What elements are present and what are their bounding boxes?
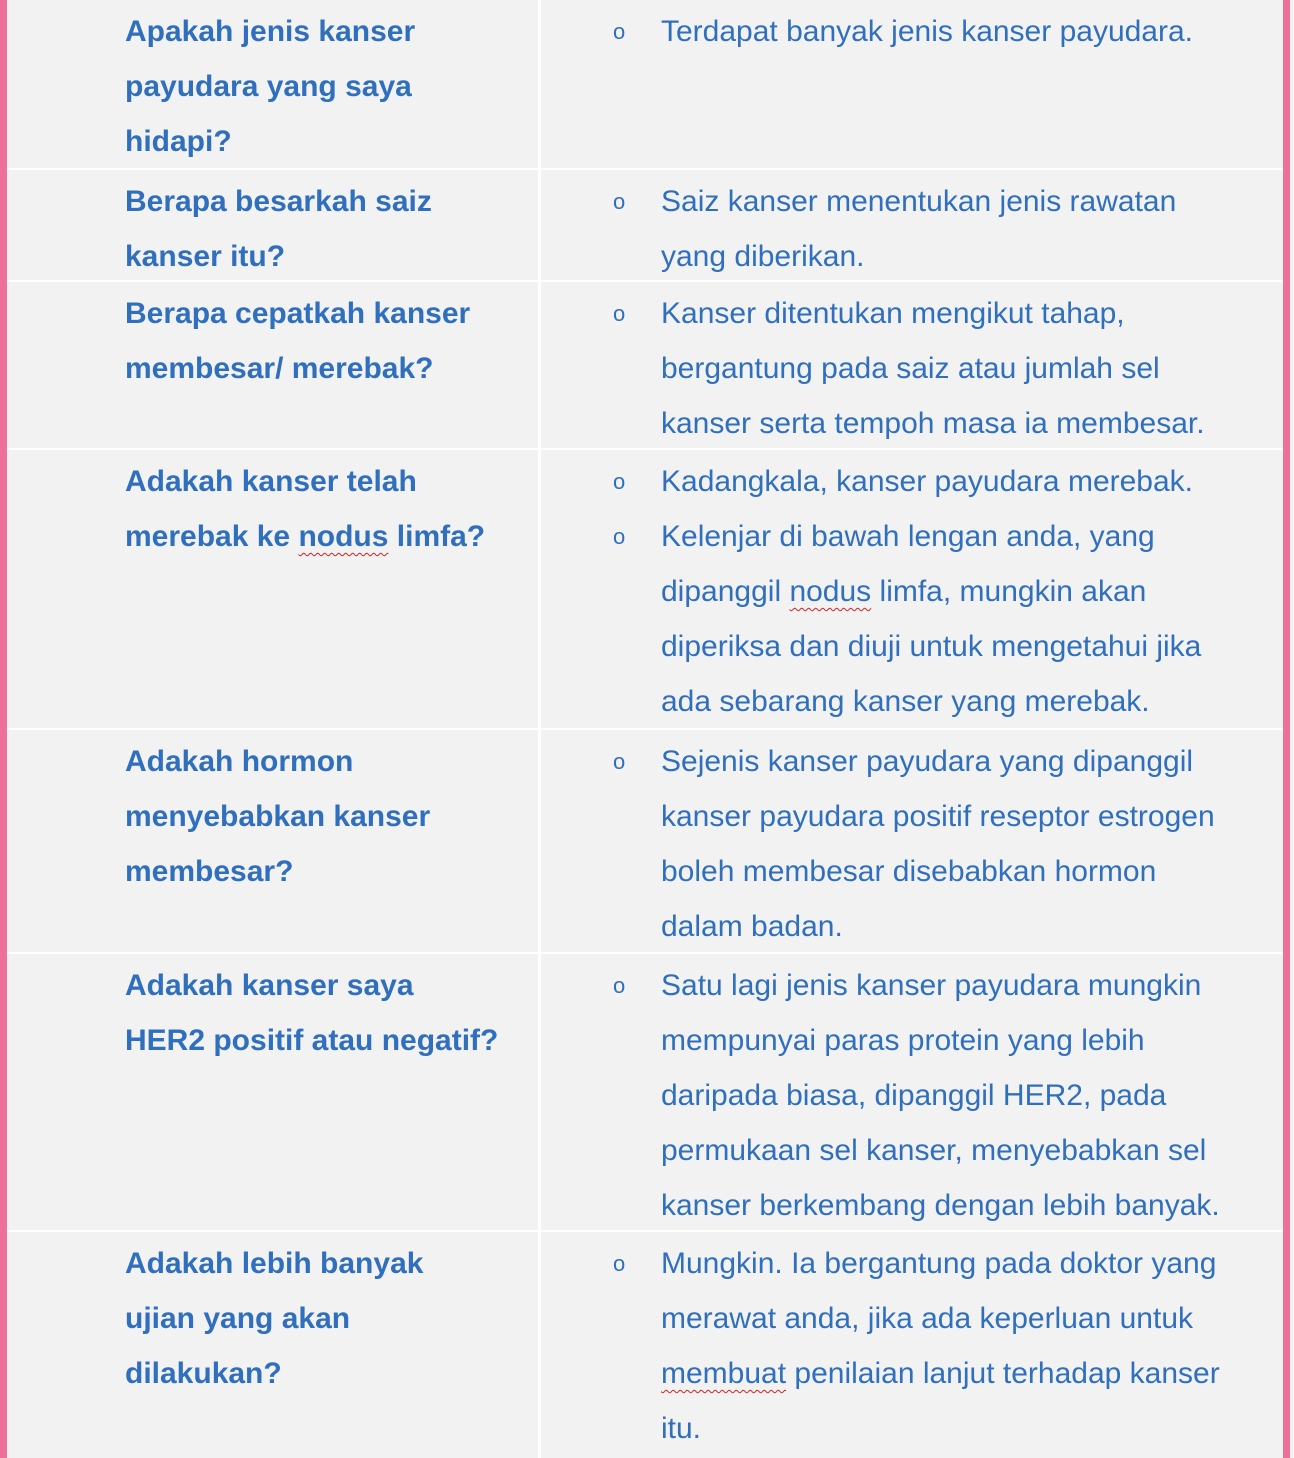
qa-table	[7, 0, 1283, 1458]
question-text: Adakah kanser saya HER2 positif atau negatif?	[125, 969, 499, 1057]
table-row	[7, 450, 1283, 730]
answer-bullet	[541, 509, 1283, 729]
right-pink-border	[1283, 0, 1290, 1458]
table-row	[7, 170, 1283, 282]
question-text: Berapa cepatkah kanser membesar/ merebak?	[125, 297, 471, 385]
answer-text: Satu lagi jenis kanser payudara mungkin mempunyai paras protein yang lebih daripada biasa, dipanggil HER2, pada permukaan sel kanser, menyebabkan sel kanser berkembang dengan lebih banyak.	[661, 969, 1220, 1222]
answer-text: Kadangkala, kanser payudara merebak.	[661, 465, 1194, 498]
hollow-bullet-icon: o	[613, 1251, 626, 1276]
question-cell	[7, 730, 541, 952]
spelling-flagged-word[interactable]: nodus	[298, 520, 389, 553]
question-cell	[7, 954, 541, 1230]
hollow-bullet-icon: o	[613, 189, 626, 214]
answer-cell	[541, 0, 1283, 168]
answer-cell	[541, 730, 1283, 952]
left-pink-border	[0, 0, 7, 1458]
table-row	[7, 282, 1283, 450]
answer-cell	[541, 954, 1283, 1230]
answer-bullet	[541, 4, 1283, 59]
answer-bullet	[541, 286, 1283, 451]
spelling-flagged-word[interactable]: membuat	[661, 1357, 787, 1390]
question-cell	[7, 170, 541, 280]
question-text: Adakah hormon menyebabkan kanser membesar?	[125, 745, 431, 888]
table-row	[7, 730, 1283, 954]
hollow-bullet-icon: o	[613, 19, 626, 44]
answer-bullet	[541, 734, 1283, 954]
question-cell	[7, 450, 541, 728]
table-row	[7, 1232, 1283, 1458]
answer-cell	[541, 450, 1283, 728]
question-text: Apakah jenis kanser payudara yang saya hidapi?	[125, 15, 416, 158]
answer-text: Saiz kanser menentukan jenis rawatan yang diberikan.	[661, 185, 1177, 273]
question-text-part: limfa?	[388, 520, 486, 553]
question-text-part: Adakah kanser telah merebak ke	[125, 465, 417, 553]
question-text	[125, 454, 538, 564]
answer-text: Kanser ditentukan mengikut tahap, bergantung pada saiz atau jumlah sel kanser serta tempoh masa ia membesar.	[661, 297, 1205, 440]
table-row	[7, 0, 1283, 170]
hollow-bullet-icon: o	[613, 749, 626, 774]
answer-bullet	[541, 1236, 1283, 1456]
answer-text	[661, 1236, 1283, 1456]
hollow-bullet-icon: o	[613, 469, 626, 494]
hollow-bullet-icon: o	[613, 301, 626, 326]
question-cell	[7, 0, 541, 168]
answer-bullet	[541, 454, 1283, 509]
question-text: Adakah lebih banyak ujian yang akan dilakukan?	[125, 1247, 424, 1390]
answer-text-part: limfa, mungkin akan diperiksa dan diuji untuk mengetahui jika ada sebarang kanser yang merebak.	[661, 575, 1202, 718]
hollow-bullet-icon: o	[613, 524, 626, 549]
answer-text	[661, 509, 1283, 729]
answer-bullet	[541, 958, 1283, 1233]
answer-bullet	[541, 174, 1283, 284]
answer-cell	[541, 1232, 1283, 1458]
question-cell	[7, 282, 541, 448]
answer-cell	[541, 170, 1283, 280]
question-text: Berapa besarkah saiz kanser itu?	[125, 185, 432, 273]
answer-text-part: Kelenjar di bawah lengan anda, yang dipanggil	[661, 520, 1155, 608]
answer-cell	[541, 282, 1283, 448]
answer-text-part: penilaian lanjut terhadap kanser itu.	[661, 1357, 1220, 1445]
hollow-bullet-icon: o	[613, 973, 626, 998]
spelling-flagged-word[interactable]: nodus	[789, 575, 872, 608]
table-row	[7, 954, 1283, 1232]
answer-text: Terdapat banyak jenis kanser payudara.	[661, 15, 1194, 48]
question-cell	[7, 1232, 541, 1458]
answer-text-part: Mungkin. Ia bergantung pada doktor yang merawat anda, jika ada keperluan untuk	[661, 1247, 1217, 1335]
answer-text: Sejenis kanser payudara yang dipanggil kanser payudara positif reseptor estrogen boleh membesar disebabkan hormon dalam badan.	[661, 745, 1215, 943]
